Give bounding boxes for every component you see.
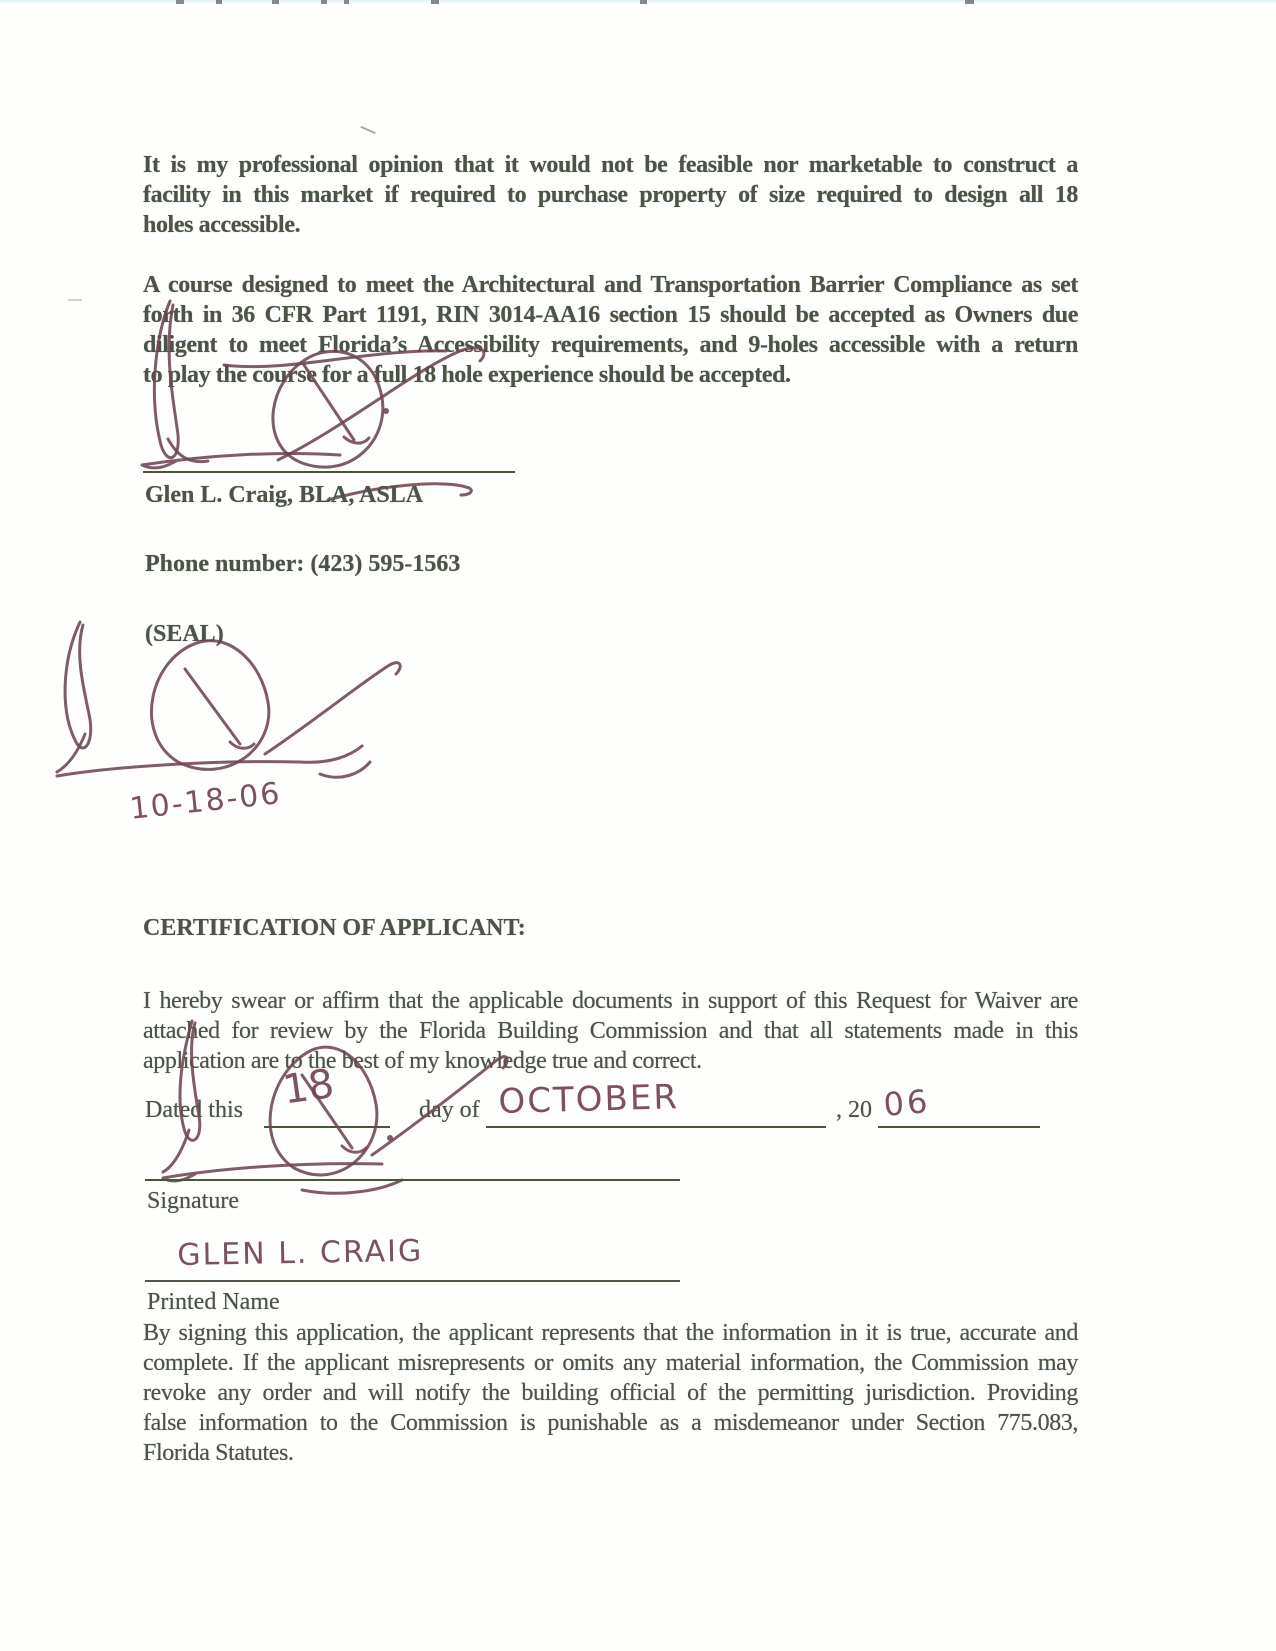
scan-speck [272, 0, 279, 4]
month-blank-line [486, 1126, 826, 1128]
pencil-mark-artifact [360, 126, 375, 134]
seal-label: (SEAL) [145, 621, 224, 647]
paragraph-line: forth in 36 CFR Part 1191, RIN 3014-AA16 section 15 should be accepted as Owners due [143, 302, 1078, 328]
paragraph-line: I hereby swear or affirm that the applicable documents in support of this Request for Waiver are [143, 988, 1078, 1014]
year-blank-line [878, 1126, 1040, 1128]
opinion-paragraph [143, 150, 1078, 240]
paragraph-line: holes accessible. [143, 212, 301, 238]
phone-number-line: Phone number: (423) 595-1563 [145, 551, 461, 577]
handwritten-day: 18 [280, 1060, 337, 1114]
paragraph-line: false information to the Commission is punishable as a misdemeanor under Section 775.083, [143, 1410, 1078, 1436]
paragraph-line: revoke any order and will notify the building official of the permitting jurisdiction. Providing [143, 1380, 1078, 1406]
scan-edge-tint [0, 0, 1276, 4]
scan-speck [431, 0, 439, 4]
signature-scribble-seal [48, 612, 400, 794]
scan-speck [640, 0, 647, 4]
handwritten-printed-name: GLEN L. CRAIG [177, 1233, 424, 1273]
legal-paragraph [143, 1318, 1078, 1468]
paragraph-line: Florida Statutes. [143, 1440, 294, 1466]
paragraph-line: attached for review by the Florida Building Commission and that all statements made in this [143, 1018, 1078, 1044]
dated-this-label: Dated this [145, 1097, 243, 1123]
scan-speck [176, 0, 184, 4]
signature-label: Signature [147, 1188, 239, 1214]
signature-blank-line [145, 1179, 680, 1181]
year-prefix-label: , 20 [836, 1097, 872, 1123]
paragraph-line: diligent to meet Florida’s Accessibility requirements, and 9-holes accessible with a return [143, 332, 1078, 358]
day-of-label: day of [419, 1097, 480, 1123]
paragraph-line: facility in this market if required to purchase property of size required to design all 18 [143, 182, 1078, 208]
signature-scribble-applicant [150, 1018, 508, 1200]
signature-scribble-top [128, 293, 503, 511]
scan-speck [321, 0, 327, 4]
signer-name: Glen L. Craig, BLA, ASLA [145, 482, 424, 508]
handwritten-year: 06 [882, 1081, 932, 1124]
paragraph-line: application are to the best of my knowledge true and correct. [143, 1048, 702, 1074]
handwritten-seal-date: 10-18-06 [128, 776, 283, 827]
paragraph-line: complete. If the applicant misrepresents or omits any material information, the Commission may [143, 1350, 1078, 1376]
signer-name-line [143, 471, 515, 473]
scan-speck [965, 0, 974, 4]
printed-name-label: Printed Name [147, 1289, 280, 1315]
scan-speck [216, 0, 222, 4]
paragraph-line: to play the course for a full 18 hole experience should be accepted. [143, 362, 791, 388]
paragraph-line: It is my professional opinion that it would not be feasible nor marketable to construct a [143, 152, 1078, 178]
paragraph-line: By signing this application, the applicant represents that the information in it is true, accurate and [143, 1320, 1078, 1346]
scan-speck [344, 0, 349, 4]
pencil-mark-artifact [68, 299, 82, 301]
certification-heading: CERTIFICATION OF APPLICANT: [143, 915, 526, 941]
paragraph-line: A course designed to meet the Architectural and Transportation Barrier Compliance as set [143, 272, 1078, 298]
printed-name-blank-line [145, 1280, 680, 1282]
handwritten-month: OCTOBER [498, 1077, 680, 1122]
